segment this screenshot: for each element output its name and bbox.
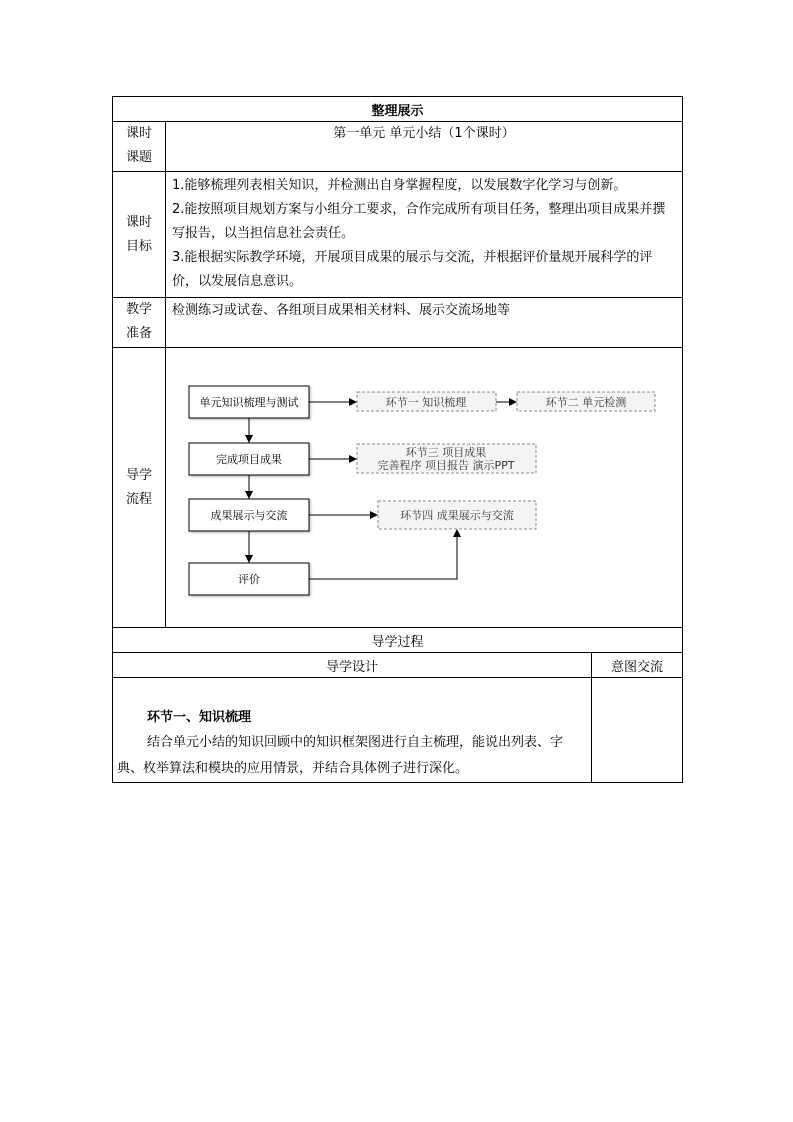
goal-item-1: 1.能够梳理列表相关知识，并检测出自身掌握程度，以发展数字化学习与创新。 <box>172 178 627 193</box>
topic-value: 第一单元 单元小结（1个课时） <box>166 122 683 172</box>
lesson-document <box>112 96 682 783</box>
arrow-eval-to-stage-4 <box>309 530 457 579</box>
document-title: 整理展示 <box>113 97 683 122</box>
flowchart <box>166 348 681 626</box>
flow-label <box>113 348 166 628</box>
stage-box-1 <box>357 392 496 411</box>
goal-item-2: 2.能按照项目规划方案与小组分工要求，合作完成所有项目任务，整理出项目成果并撰写报告，以当担信息社会责任。 <box>172 202 666 241</box>
stage-box-3-line1: 环节三 项目成果 <box>405 446 487 459</box>
goals-label-line1: 课时 <box>125 214 152 230</box>
stage-box-2 <box>517 392 655 411</box>
prep-label-line2: 准备 <box>125 326 152 341</box>
main-box-4 <box>189 563 309 595</box>
main-box-1-label: 单元知识梳理与测试 <box>199 396 299 409</box>
section-title: 环节一、知识梳理 <box>147 710 252 725</box>
intent-content <box>592 678 683 783</box>
lesson-table <box>112 96 683 783</box>
main-box-3-label: 成果展示与交流 <box>210 509 288 522</box>
section-body: 结合单元小结的知识回顾中的知识框架图进行自主梳理，能说出列表、字典、枚举算法和模块的应用情景，并结合具体例子进行深化。 <box>117 735 564 776</box>
stage-box-2-label: 环节二 单元检测 <box>545 396 627 409</box>
goal-item-3: 3.能根据实际教学环境，开展项目成果的展示与交流，并根据评价量规开展科学的评价，以发展信息意识。 <box>172 250 653 289</box>
stage-box-4 <box>378 501 536 529</box>
stage-box-1-label: 环节一 知识梳理 <box>385 396 467 409</box>
goals-label-line2: 目标 <box>125 238 152 254</box>
prep-value: 检测练习或试卷、各组项目成果相关材料、展示交流场地等 <box>166 298 683 348</box>
intent-column-header: 意图交流 <box>592 653 683 678</box>
main-box-2-label: 完成项目成果 <box>216 453 282 466</box>
main-box-1 <box>189 386 309 418</box>
topic-label-line2: 课题 <box>125 150 152 165</box>
goals-content <box>166 172 683 298</box>
flowchart-cell <box>166 348 683 628</box>
flow-label-line1: 导学 <box>125 467 152 483</box>
stage-box-4-label: 环节四 成果展示与交流 <box>400 509 514 522</box>
goals-label <box>113 172 166 298</box>
design-column-header: 导学设计 <box>113 653 592 678</box>
stage-box-3 <box>357 444 536 473</box>
topic-label-line1: 课时 <box>125 126 152 141</box>
prep-label-line1: 教学 <box>125 302 152 317</box>
design-content <box>113 678 592 783</box>
topic-label <box>113 122 166 172</box>
stage-box-3-line2: 完善程序 项目报告 演示PPT <box>377 459 515 472</box>
main-box-2 <box>189 443 309 475</box>
prep-label <box>113 298 166 348</box>
flow-label-line2: 流程 <box>125 491 152 507</box>
main-box-4-label: 评价 <box>238 573 260 586</box>
main-box-3 <box>189 499 309 531</box>
process-header: 导学过程 <box>113 628 683 653</box>
